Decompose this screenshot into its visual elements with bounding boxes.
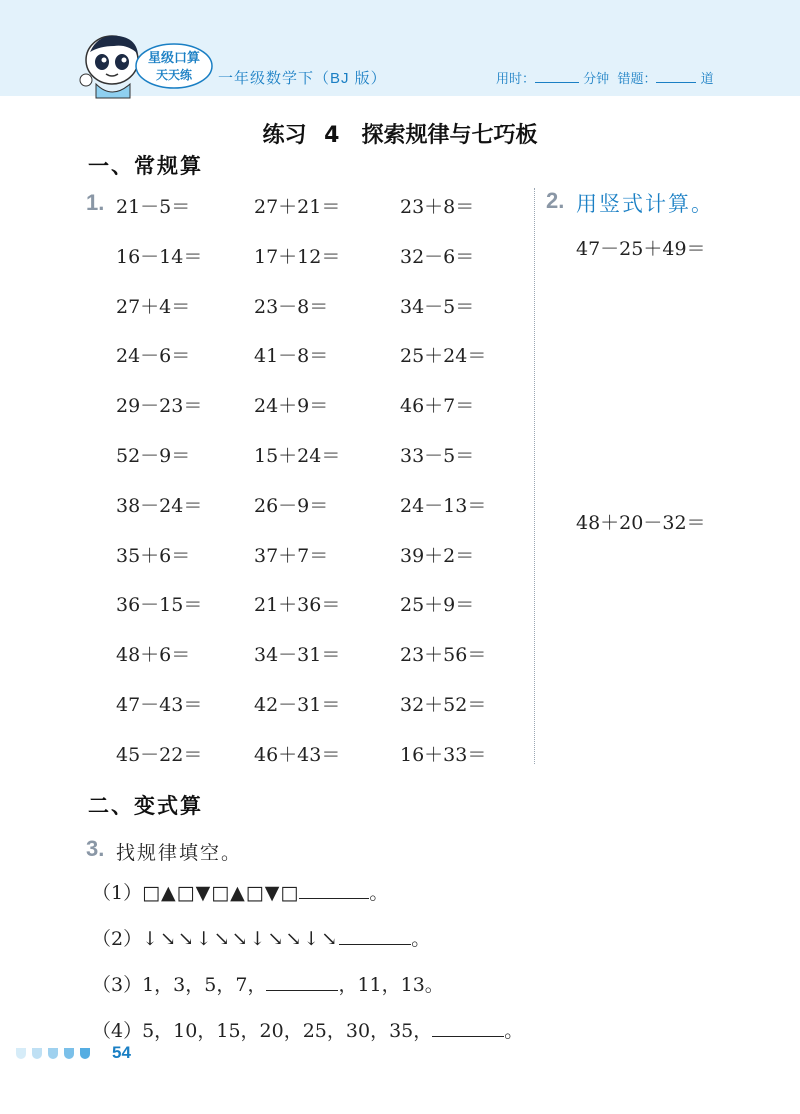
q1-equation: 23－8＝	[254, 296, 329, 318]
q2-problem: 48＋20－32＝	[576, 512, 706, 534]
q1-equation: 25＋9＝	[400, 594, 475, 616]
q1-equation: 32＋52＝	[400, 694, 487, 716]
q1-equation: 16－14＝	[116, 246, 203, 268]
q2-problem: 47－25＋49＝	[576, 238, 706, 260]
q1-equation: 46＋43＝	[254, 744, 341, 766]
arrow-sequence: ↓↘↘↓↘↘↓↘↘↓↘	[142, 928, 340, 950]
q1-equation: 38－24＝	[116, 495, 203, 517]
grade-title: 一年级数学下（BJ 版）	[218, 70, 387, 87]
svg-text:天天练: 天天练	[155, 68, 193, 82]
q1-equation: 35＋6＝	[116, 545, 191, 567]
number-sequence: 1，3，5，7，	[142, 974, 267, 996]
q1-equation: 21＋36＝	[254, 594, 341, 616]
svg-text:星级口算: 星级口算	[147, 51, 201, 66]
q1-equation: 16＋33＝	[400, 744, 487, 766]
row-suffix: ，11，13。	[338, 974, 444, 996]
row-prefix: （2）	[92, 928, 143, 950]
q2-title: 用竖式计算。	[576, 192, 714, 216]
column-divider	[534, 188, 535, 764]
question-number-1: 1.	[86, 190, 105, 215]
error-blank[interactable]	[656, 72, 696, 83]
q1-equation: 32－6＝	[400, 246, 475, 268]
q1-equation: 24－13＝	[400, 495, 487, 517]
q1-equation: 36－15＝	[116, 594, 203, 616]
time-record	[496, 68, 714, 87]
row-prefix: （1）	[92, 882, 143, 904]
q1-equation: 47－43＝	[116, 694, 203, 716]
time-unit: 分钟	[583, 72, 610, 87]
logo	[134, 42, 216, 92]
q1-equation: 25＋24＝	[400, 345, 487, 367]
q1-equation: 48＋6＝	[116, 644, 191, 666]
q1-equation: 17＋12＝	[254, 246, 341, 268]
q1-equation: 24＋9＝	[254, 395, 329, 417]
answer-blank[interactable]	[339, 926, 411, 945]
row-suffix: 。	[369, 882, 389, 904]
answer-blank[interactable]	[299, 880, 369, 899]
section-title-regular: 一、常规算	[88, 154, 203, 178]
question-number-3: 3.	[86, 836, 105, 861]
pattern-row-3	[92, 970, 444, 997]
q1-equation: 34－31＝	[254, 644, 341, 666]
time-blank[interactable]	[535, 72, 579, 83]
time-label: 用时：	[496, 72, 536, 87]
row-suffix: 。	[411, 928, 431, 950]
q1-equation: 52－9＝	[116, 445, 191, 467]
q1-equation: 27＋21＝	[254, 196, 341, 218]
q1-equation: 39＋2＝	[400, 545, 475, 567]
q1-equation: 45－22＝	[116, 744, 203, 766]
section-title-variant: 二、变式算	[88, 794, 203, 818]
error-label: 错题：	[617, 72, 657, 87]
q1-equation: 26－9＝	[254, 495, 329, 517]
q1-equation: 21－5＝	[116, 196, 191, 218]
answer-blank[interactable]	[266, 972, 338, 991]
page-number: 54	[112, 1043, 131, 1062]
q1-equation: 34－5＝	[400, 296, 475, 318]
q1-equation: 41－8＝	[254, 345, 329, 367]
q1-equation: 23＋56＝	[400, 644, 487, 666]
row-prefix: （4）	[92, 1020, 143, 1042]
row-suffix: 。	[504, 1020, 524, 1042]
answer-blank[interactable]	[432, 1018, 504, 1037]
q1-equation: 27＋4＝	[116, 296, 191, 318]
q1-equation: 37＋7＝	[254, 545, 329, 567]
q1-equation: 29－23＝	[116, 395, 203, 417]
number-sequence: 5，10，15，20，25，30，35，	[142, 1020, 433, 1042]
shape-sequence: □▲□▼□▲□▼□	[142, 882, 300, 904]
q3-label: 找规律填空。	[116, 842, 243, 864]
lesson-title: 练习 4 探索规律与七巧板	[262, 123, 538, 148]
pattern-row-4	[92, 1016, 523, 1043]
pattern-row-2	[92, 924, 430, 951]
footer-dots-decoration	[14, 1046, 104, 1062]
error-unit: 道	[700, 72, 714, 87]
q1-equation: 24－6＝	[116, 345, 191, 367]
q1-equation: 42－31＝	[254, 694, 341, 716]
row-prefix: （3）	[92, 974, 143, 996]
q1-equation: 46＋7＝	[400, 395, 475, 417]
question-number-2: 2.	[546, 188, 565, 213]
q1-equation: 23＋8＝	[400, 196, 475, 218]
q1-equation: 33－5＝	[400, 445, 475, 467]
pattern-row-1	[92, 878, 388, 905]
q1-equation: 15＋24＝	[254, 445, 341, 467]
